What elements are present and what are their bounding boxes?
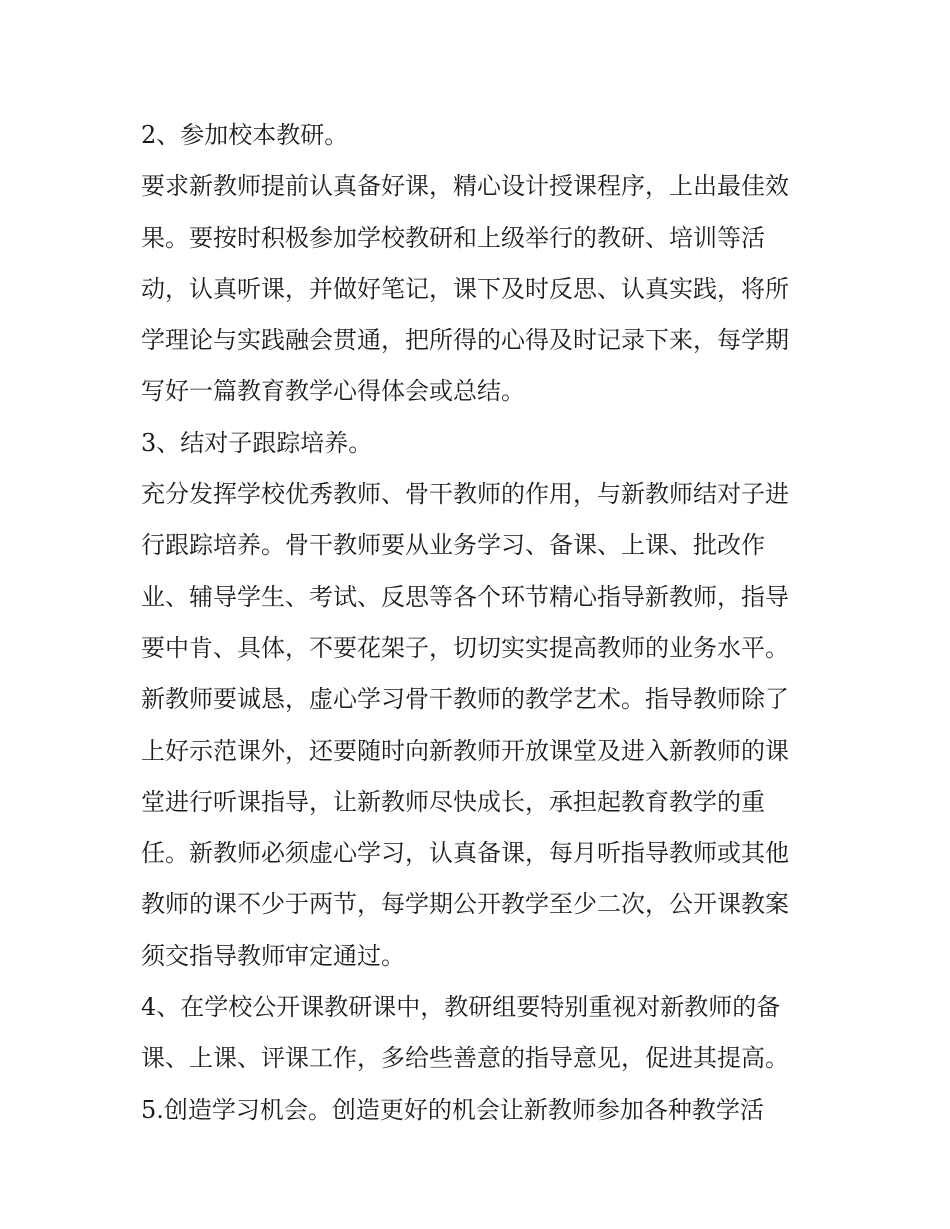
paragraph-line: 堂进行听课指导，让新教师尽快成长，承担起教育教学的重 (141, 787, 765, 816)
paragraph-line: 新教师要诚恳，虚心学习骨干教师的教学艺术。指导教师除了 (141, 685, 789, 714)
section-heading-2: 2、参加校本教研。 (141, 121, 349, 149)
paragraph-line: 须交指导教师审定通过。 (141, 941, 405, 970)
paragraph-line: 行跟踪培养。骨干教师要从业务学习、备课、上课、批改作 (141, 531, 765, 560)
paragraph-line: 教师的课不少于两节，每学期公开教学至少二次，公开课教案 (141, 890, 789, 919)
section-item-5: 5.创造学习机会。创造更好的机会让新教师参加各种教学活 (141, 1095, 764, 1124)
section-item-4: 4、在学校公开课教研课中，教研组要特别重视对新教师的备 (141, 993, 781, 1022)
paragraph-line: 学理论与实践融会贯通，把所得的心得及时记录下来，每学期 (141, 326, 789, 355)
paragraph-line: 上好示范课外，还要随时向新教师开放课堂及进入新教师的课 (141, 736, 789, 765)
paragraph-line: 业、辅导学生、考试、反思等各个环节精心指导新教师，指导 (141, 582, 789, 611)
document-body (141, 110, 821, 1136)
paragraph-line: 充分发挥学校优秀教师、骨干教师的作用，与新教师结对子进 (141, 480, 789, 509)
paragraph-line: 动，认真听课，并做好笔记，课下及时反思、认真实践，将所 (141, 274, 789, 303)
paragraph-line: 要中肯、具体，不要花架子，切切实实提高教师的业务水平。 (141, 633, 789, 662)
paragraph-line: 要求新教师提前认真备好课，精心设计授课程序，上出最佳效 (141, 172, 789, 201)
paragraph-line: 写好一篇教育教学心得体会或总结。 (141, 377, 525, 406)
section-heading-3: 3、结对子跟踪培养。 (141, 428, 373, 457)
paragraph-line: 课、上课、评课工作，多给些善意的指导意见，促进其提高。 (141, 1044, 789, 1073)
paragraph-line: 果。要按时积极参加学校教研和上级举行的教研、培训等活 (141, 223, 765, 252)
paragraph-line: 任。新教师必须虚心学习，认真备课，每月听指导教师或其他 (141, 839, 789, 868)
